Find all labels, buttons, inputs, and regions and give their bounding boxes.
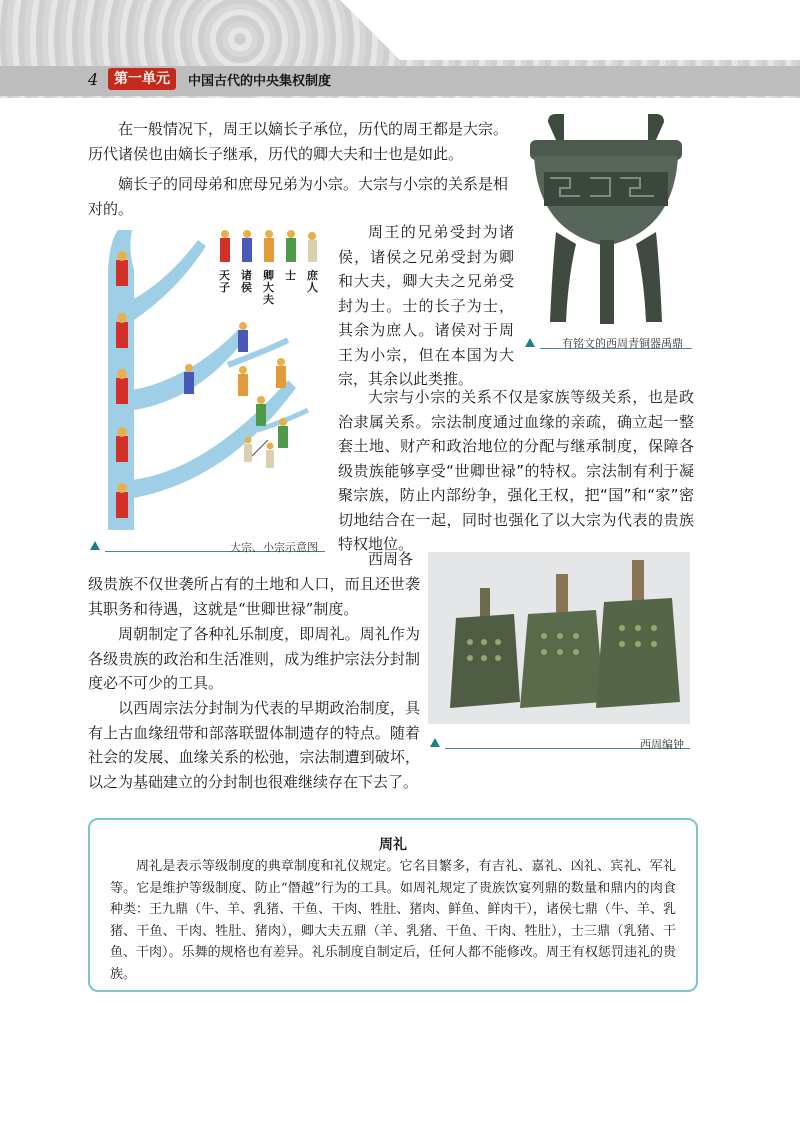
paragraph-1: 在一般情况下，周王以嫡长子承位，历代的周王都是大宗。历代诸侯也由嫡长子继承，历代的卿大夫和士也是如此。: [88, 120, 509, 163]
box-title: 周礼: [379, 837, 407, 853]
tree-label-tianzi: 天子: [219, 269, 230, 294]
unit-badge: 第一单元: [108, 68, 176, 90]
bells-photo: [428, 552, 690, 724]
header-white-cut: [340, 0, 800, 60]
ding-caption: 有铭文的西周青铜器禹鼎: [562, 337, 683, 350]
paragraph-4: 大宗与小宗的关系不仅是家族等级关系，也是政治隶属关系。宗法制度通过血缘的亲疏，确立起一整套土地、财产和政治地位的分配与继承制度，保障各级贵族能够享受“世卿世禄”的特权。宗法制有利于凝聚宗族，防止内部纷争，强化王权，把“国”和“家”密切地结合在一起，同时也强化了以大宗为代表的贵族特权地位。: [338, 388, 694, 553]
page-number: 4: [88, 70, 99, 89]
zhouli-info-box: [88, 818, 698, 992]
paragraph-3: 周王的兄弟受封为诸侯，诸侯之兄弟受封为卿和大夫，卿大夫之兄弟受封为士。士的长子为士，其余为庶人。诸侯对于周王为小宗，但在本国为大宗，其余以此类推。: [338, 223, 514, 388]
paragraph-2: 嫡长子的同母弟和庶母兄弟为小宗。大宗与小宗的关系是相对的。: [88, 175, 509, 218]
tree-label-shuren: 庶人: [307, 269, 318, 294]
tree-caption: 大宗、小宗示意图: [230, 541, 318, 554]
tree-label-shi: 士: [285, 269, 296, 282]
tree-diagram: [88, 230, 328, 530]
box-text: 周礼是表示等级制度的典章制度和礼仪规定。它名目繁多，有吉礼、嘉礼、凶礼、宾礼、军礼等。它是维护等级制度、防止“僭越”行为的工具。如周礼规定了贵族饮宴列鼎的数量和鼎内的肉食种类：王九鼎（牛、羊、乳猪、干鱼、干肉、牲肚、猪肉、鲜鱼、鲜肉干），诸侯七鼎（牛、羊、乳猪、干鱼、干肉、牲肚、猪肉），卿大夫五鼎（羊、乳猪、干鱼、干肉、牲肚），士三鼎（乳猪、干鱼、干肉）。乐舞的规格也有差异。礼乐制度自制定后，任何人都不能修改。周王有权惩罚违礼的贵族。: [110, 859, 676, 982]
paragraph-7: 以西周宗法分封制为代表的早期政治制度，具有上古血缘纽带和部落联盟体制遗存的特点。随着社会的发展、血缘关系的松弛，宗法制遭到破坏，以之为基础建立的分封制也很难继续存在下去了。: [88, 699, 420, 791]
ding-photo: [520, 112, 692, 330]
tree-label-qingdafu: 卿大夫: [263, 269, 274, 306]
paragraph-5: 级贵族不仅世袭所占有的土地和人口，而且还世袭其职务和待遇，这就是“世卿世禄”制度。: [88, 575, 420, 618]
paragraph-5-start: 西周各: [368, 550, 414, 568]
ding-caption-marker: [525, 338, 535, 347]
bells-caption: 西周编钟: [640, 738, 684, 751]
tree-caption-marker: [90, 541, 100, 550]
tree-label-zhuhou: 诸侯: [241, 269, 252, 294]
bells-caption-marker: [430, 738, 440, 747]
paragraph-6: 周朝制定了各种礼乐制度，即周礼。周礼作为各级贵族的政治和生活准则，成为维护宗法分封制度必不可少的工具。: [88, 625, 420, 692]
unit-title: 中国古代的中央集权制度: [188, 74, 332, 89]
